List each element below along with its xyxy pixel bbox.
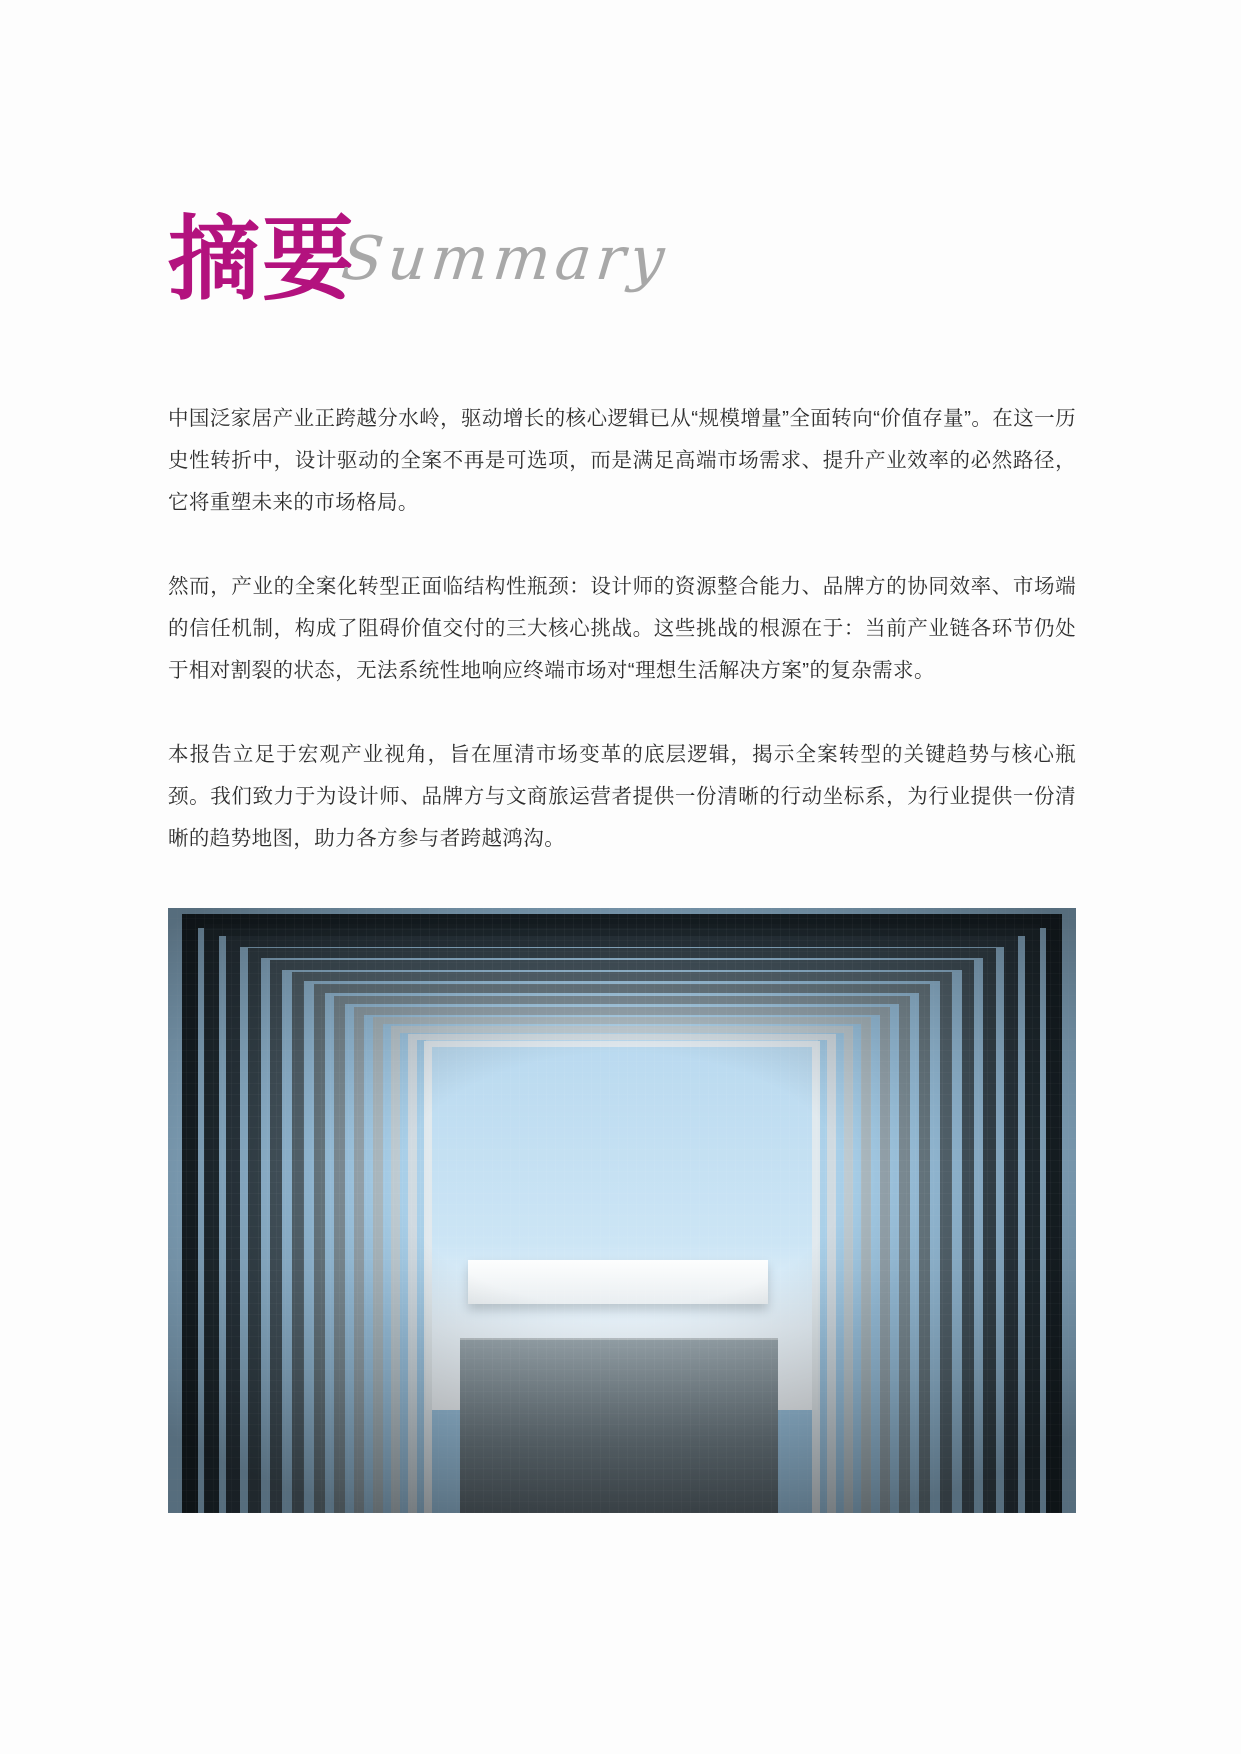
page-title xyxy=(168,196,673,311)
frame-ring xyxy=(424,1041,820,1513)
paragraph: 然而，产业的全案化转型正面临结构性瓶颈：设计师的资源整合能力、品牌方的协同效率、市场端的信任机制，构成了阻碍价值交付的三大核心挑战。这些挑战的根源在于：当前产业链各环节仍处于相对割裂的状态，无法系统性地响应终端市场对“理想生活解决方案”的复杂需求。 xyxy=(168,575,1076,682)
summary-body xyxy=(168,398,1076,860)
photo-canvas xyxy=(168,908,1076,1513)
page-title-cn: 摘要 xyxy=(168,209,357,311)
paragraph: 中国泛家居产业正跨越分水岭，驱动增长的核心逻辑已从“规模增量”全面转向“价值存量”。在这一历史性转折中，设计驱动的全案不再是可选项，而是满足高端市场需求、提升产业效率的必然路径，它将重塑未来的市场格局。 xyxy=(168,407,1076,514)
looking-up-between-buildings-photo xyxy=(168,908,1076,1513)
paragraph: 本报告立足于宏观产业视角，旨在厘清市场变革的底层逻辑，揭示全案转型的关键趋势与核心瓶颈。我们致力于为设计师、品牌方与文商旅运营者提供一份清晰的行动坐标系，为行业提供一份清晰的趋势地图，助力各方参与者跨越鸿沟。 xyxy=(168,743,1076,850)
page-title-en: Summary xyxy=(338,224,673,294)
